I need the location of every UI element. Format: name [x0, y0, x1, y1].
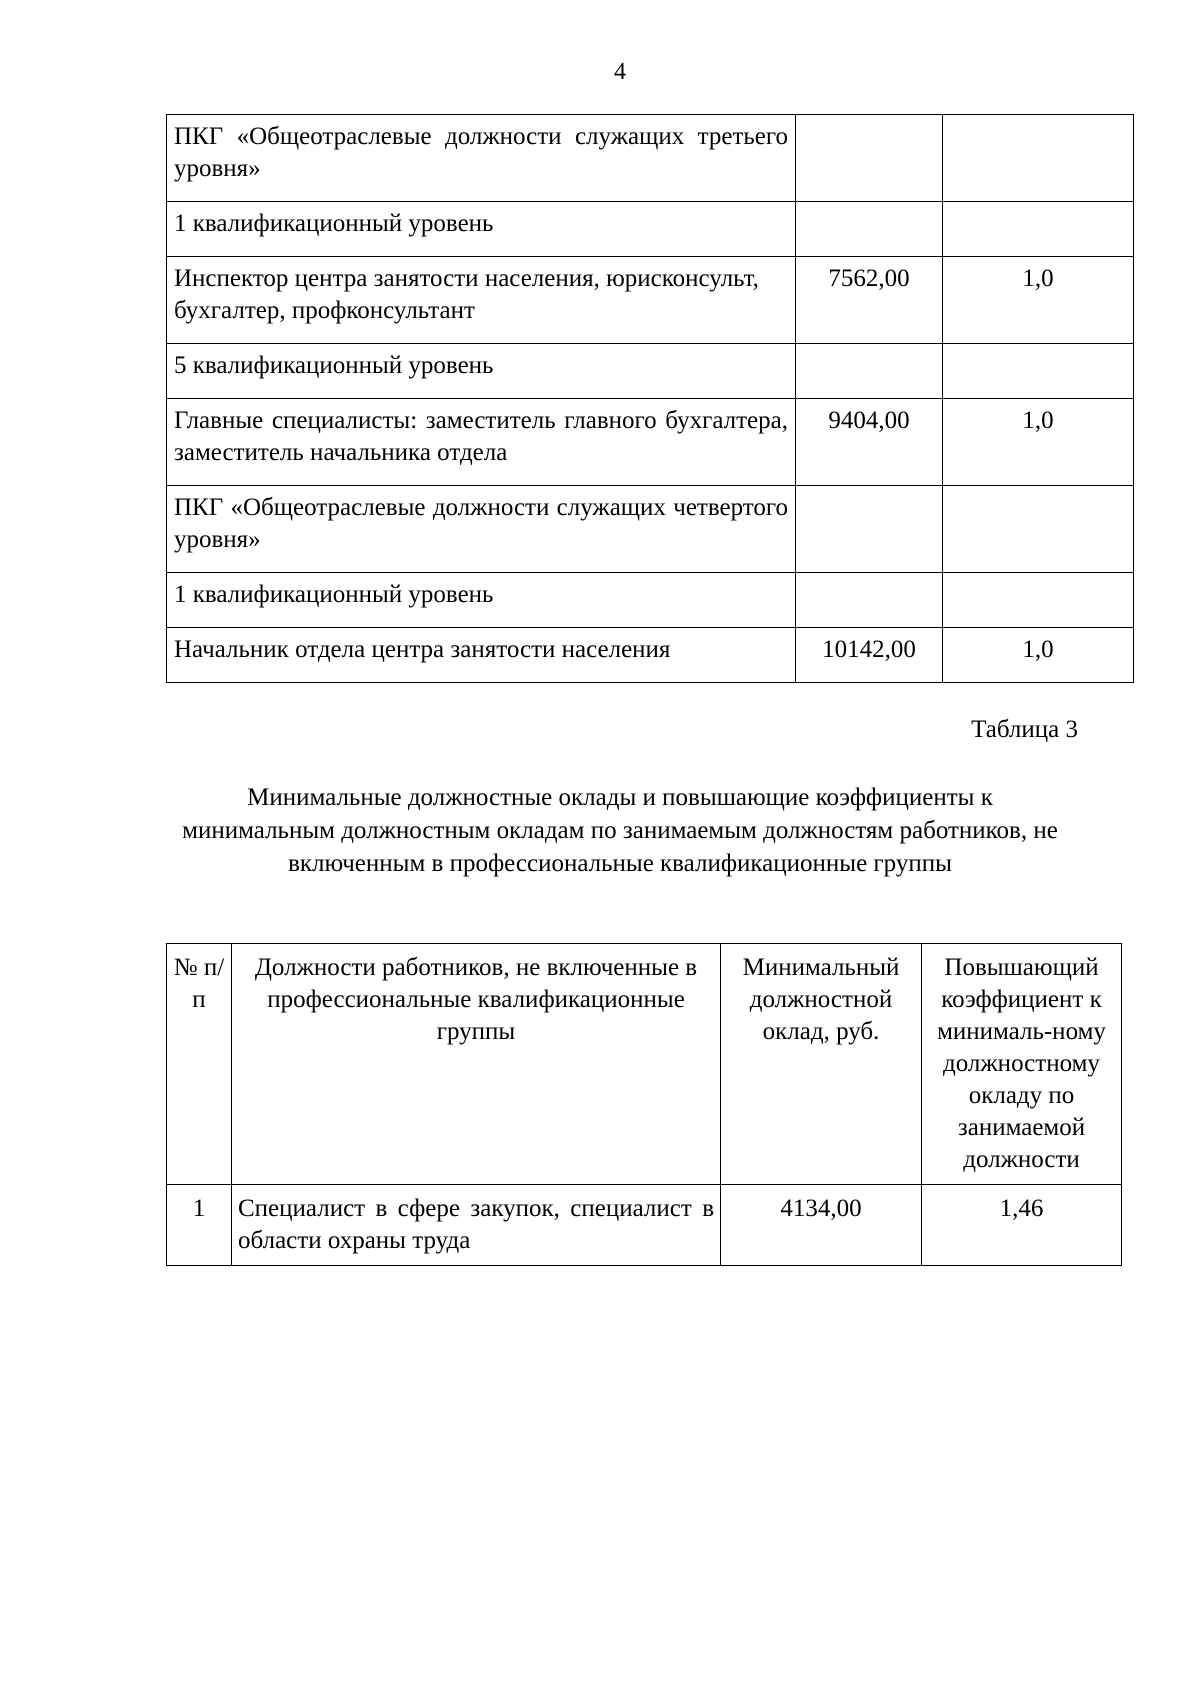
coefficient-cell: 1,0 — [943, 399, 1134, 486]
table-title: Минимальные должностные оклады и повышающие коэффициенты к минимальным должностным окладам по занимаемым должностям работников, не включенным в профессиональные квалификационные группы — [182, 784, 1058, 877]
position-name-cell: 1 квалификационный уровень — [167, 202, 796, 257]
coefficient-cell: 1,46 — [922, 1185, 1122, 1266]
row-number-cell: 1 — [167, 1185, 232, 1266]
table-row — [167, 628, 1134, 683]
position-name-cell: Специалист в сфере закупок, специалист в области охраны труда — [232, 1185, 721, 1266]
table-header-row — [167, 944, 1122, 1185]
position-name-cell: ПКГ «Общеотраслевые должности служащих четвертого уровня» — [167, 486, 796, 573]
coefficient-cell — [943, 486, 1134, 573]
table-row — [167, 202, 1134, 257]
other-positions-table — [166, 943, 1122, 1266]
coefficient-cell — [943, 115, 1134, 202]
position-name-cell: ПКГ «Общеотраслевые должности служащих третьего уровня» — [167, 115, 796, 202]
salary-cell — [796, 486, 943, 573]
coefficient-cell — [943, 344, 1134, 399]
table-row — [167, 257, 1134, 344]
salary-cell: 4134,00 — [721, 1185, 922, 1266]
header-coefficient: Повышающий коэффициент к минималь-ному должностному окладу по занимаемой должности — [922, 944, 1122, 1185]
coefficient-cell: 1,0 — [943, 628, 1134, 683]
salary-cell — [796, 573, 943, 628]
salary-cell: 10142,00 — [796, 628, 943, 683]
coefficient-cell — [943, 202, 1134, 257]
header-salary: Минимальный должностной оклад, руб. — [721, 944, 922, 1185]
position-name-cell: Начальник отдела центра занятости населения — [167, 628, 796, 683]
page-number: 4 — [614, 59, 626, 85]
position-name-cell: 5 квалификационный уровень — [167, 344, 796, 399]
coefficient-cell — [943, 573, 1134, 628]
table-row — [167, 344, 1134, 399]
positions-table — [166, 114, 1134, 683]
salary-cell: 9404,00 — [796, 399, 943, 486]
salary-cell — [796, 115, 943, 202]
table-row — [167, 115, 1134, 202]
position-name-cell: Инспектор центра занятости населения, юрисконсульт, бухгалтер, профконсультант — [167, 257, 796, 344]
salary-cell: 7562,00 — [796, 257, 943, 344]
table-row — [167, 486, 1134, 573]
table-caption: Таблица 3 — [971, 716, 1078, 743]
salary-cell — [796, 344, 943, 399]
table-row — [167, 1185, 1122, 1266]
table-row — [167, 573, 1134, 628]
position-name-cell: Главные специалисты: заместитель главного бухгалтера, заместитель начальника отдела — [167, 399, 796, 486]
table-row — [167, 399, 1134, 486]
header-position: Должности работников, не включенные в профессиональные квалификационные группы — [232, 944, 721, 1185]
coefficient-cell: 1,0 — [943, 257, 1134, 344]
position-name-cell: 1 квалификационный уровень — [167, 573, 796, 628]
header-number: № п/п — [167, 944, 232, 1185]
salary-cell — [796, 202, 943, 257]
